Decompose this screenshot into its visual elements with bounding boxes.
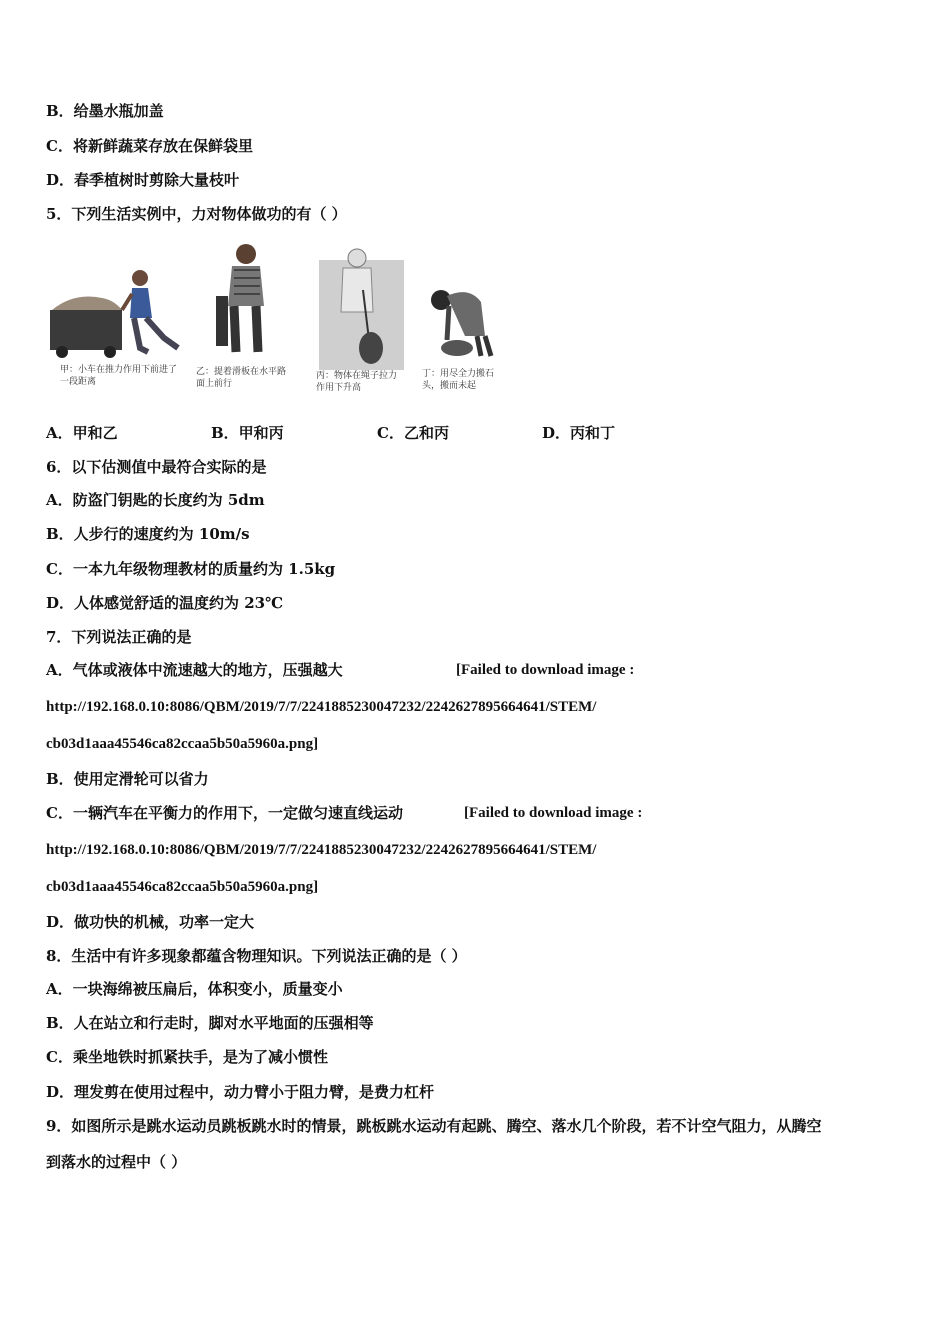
question-8: 8．生活中有许多现象都蕴含物理知识。下列说法正确的是（ ） xyxy=(46,947,467,965)
q7-option-d: D．做功快的机械，功率一定大 xyxy=(46,913,255,931)
q8-option-c: C．乘坐地铁时抓紧扶手，是为了减小惯性 xyxy=(46,1048,328,1066)
caption-yi: 乙：提着滑板在水平路面上前行 xyxy=(196,367,287,389)
q6-option-c: C．一本九年级物理教材的质量约为 1.5kg xyxy=(46,560,336,578)
q7-option-b: B．使用定滑轮可以省力 xyxy=(46,770,209,788)
option-d-trees: D．春季植树时剪除大量枝叶 xyxy=(46,171,240,189)
q7a-failed-image-filename: cb03d1aaa45546ca82ccaa5b50a5960a.png] xyxy=(46,736,319,752)
q5-option-b: B．甲和丙 xyxy=(211,424,284,442)
q7-option-c: C．一辆汽车在平衡力的作用下，一定做匀速直线运动 xyxy=(46,804,403,822)
question-7: 7．下列说法正确的是 xyxy=(46,628,192,646)
q7a-failed-image-notice: [Failed to download image : xyxy=(456,662,635,678)
question-5: 5．下列生活实例中，力对物体做功的有（ ） xyxy=(46,205,347,223)
figure-jia-cart-push xyxy=(44,240,189,365)
q7c-failed-image-notice: [Failed to download image : xyxy=(464,805,643,821)
q5-option-a: A．甲和乙 xyxy=(46,424,118,442)
option-b-ink-bottle: B．给墨水瓶加盖 xyxy=(46,102,164,120)
q7-option-a: A．气体或液体中流速越大的地方，压强越大 xyxy=(46,661,343,679)
caption-bing: 丙：物体在绳子拉力作用下升高 xyxy=(316,371,398,393)
figure-ding-lift-stone xyxy=(419,240,504,365)
caption-jia: 甲：小车在推力作用下前进了一段距离 xyxy=(60,365,178,387)
q6-option-b: B．人步行的速度约为 10m/s xyxy=(46,525,250,543)
q7a-failed-image-url: http://192.168.0.10:8086/QBM/2019/7/7/2241885230047232/2242627895664641/STEM/ xyxy=(46,699,597,715)
figure-yi-carry-board xyxy=(204,240,284,365)
q6-option-d: D．人体感觉舒适的温度约为 23℃ xyxy=(46,594,284,612)
q5-option-d: D．丙和丁 xyxy=(542,424,616,442)
q8-option-d: D．理发剪在使用过程中，动力臂小于阻力臂，是费力杠杆 xyxy=(46,1083,435,1101)
caption-ding: 丁：用尽全力搬石头，搬而未起 xyxy=(422,369,495,391)
q6-option-a: A．防盗门钥匙的长度约为 5dm xyxy=(46,491,265,509)
q7c-failed-image-filename: cb03d1aaa45546ca82ccaa5b50a5960a.png] xyxy=(46,879,319,895)
figure-bing-rope-lift xyxy=(319,240,404,370)
option-c-vegetables: C．将新鲜蔬菜存放在保鲜袋里 xyxy=(46,137,253,155)
q5-option-c: C．乙和丙 xyxy=(377,424,449,442)
question-9-line-2: 到落水的过程中（ ） xyxy=(46,1153,187,1171)
q5-figure xyxy=(44,240,514,405)
q8-option-b: B．人在站立和行走时，脚对水平地面的压强相等 xyxy=(46,1014,374,1032)
q8-option-a: A．一块海绵被压扁后，体积变小，质量变小 xyxy=(46,980,343,998)
q7c-failed-image-url: http://192.168.0.10:8086/QBM/2019/7/7/2241885230047232/2242627895664641/STEM/ xyxy=(46,842,597,858)
question-9-line-1: 9．如图所示是跳水运动员跳板跳水时的情景，跳板跳水运动有起跳、腾空、落水几个阶段，若不计空气阻力，从腾空 xyxy=(46,1117,822,1135)
question-6: 6．以下估测值中最符合实际的是 xyxy=(46,458,267,476)
